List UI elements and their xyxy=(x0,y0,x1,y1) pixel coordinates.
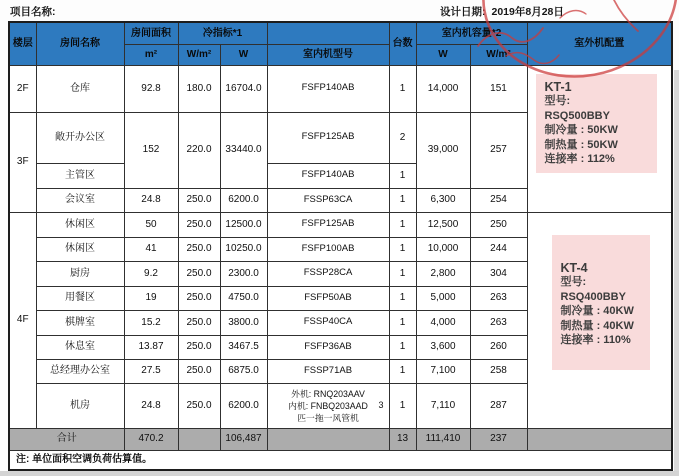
kt-heating: 制热量 : 50KW xyxy=(544,138,618,151)
cell-indoor-model: FSSP28CA xyxy=(267,261,389,286)
cell-indoor-model: FSFP125AB xyxy=(267,212,389,237)
cell-cooling-index-w: 6200.0 xyxy=(220,188,267,212)
outdoor-config-cell xyxy=(527,212,672,428)
cell-cooling-index-w: 2300.0 xyxy=(220,261,267,286)
header-area-unit: m² xyxy=(124,44,178,65)
total-outdoor xyxy=(527,428,672,450)
cell-indoor-model: FSFP125AB xyxy=(267,112,389,163)
cell-area: 152 xyxy=(124,112,178,188)
table-row xyxy=(9,65,672,112)
indoor-model-line: 外机: RNQ203AAV xyxy=(291,388,365,399)
cell-capacity-w: 5,000 xyxy=(416,286,470,310)
cell-cooling-index-wm2: 250.0 xyxy=(178,359,220,383)
cell-cooling-index-w: 16704.0 xyxy=(220,65,267,112)
cell-cooling-index-wm2: 180.0 xyxy=(178,65,220,112)
kt-model: RSQ500BBY xyxy=(544,109,610,122)
table-row xyxy=(9,212,672,237)
outdoor-config-cell xyxy=(527,65,672,212)
cell-room-name: 仓库 xyxy=(36,65,124,112)
cell-area: 13.87 xyxy=(124,335,178,359)
cell-area: 24.8 xyxy=(124,188,178,212)
cell-room-name: 用餐区 xyxy=(36,286,124,310)
outdoor-unit-kt-4 xyxy=(552,235,651,371)
cell-indoor-model: FSFP36AB xyxy=(267,335,389,359)
cell-cooling-index-w: 10250.0 xyxy=(220,237,267,261)
cell-room-name: 休闲区 xyxy=(36,212,124,237)
cell-capacity-w: 39,000 xyxy=(416,112,470,188)
kt-connection: 连接率 : 112% xyxy=(544,153,615,166)
cell-indoor-model: FSFP100AB xyxy=(267,237,389,261)
cell-cooling-index-wm2: 250.0 xyxy=(178,237,220,261)
cell-room-name: 机房 xyxy=(36,383,124,428)
cell-capacity-w: 3,600 xyxy=(416,335,470,359)
cell-unit-count: 1 xyxy=(389,383,416,428)
cell-indoor-model: FSSP40CA xyxy=(267,310,389,335)
cell-unit-count: 1 xyxy=(389,212,416,237)
cell-capacity-wm2: 263 xyxy=(470,286,527,310)
cell-unit-count: 2 xyxy=(389,112,416,163)
kt-model: RSQ400BBY xyxy=(560,290,626,303)
floor-label: 2F xyxy=(9,65,36,112)
header-outdoor-config: 室外机配置 xyxy=(527,22,672,65)
cell-capacity-w: 2,800 xyxy=(416,261,470,286)
cell-unit-count: 1 xyxy=(389,188,416,212)
header-capacity-w-per-m2: W/m² xyxy=(470,44,527,65)
kt-cooling: 制冷量 : 50KW xyxy=(544,124,618,137)
project-name-label: 项目名称: xyxy=(10,6,56,18)
cell-cooling-index-wm2: 250.0 xyxy=(178,335,220,359)
cell-cooling-index-w: 33440.0 xyxy=(220,112,267,188)
cell-cooling-index-w: 4750.0 xyxy=(220,286,267,310)
cell-indoor-model xyxy=(267,383,389,428)
cell-cooling-index-wm2: 250.0 xyxy=(178,188,220,212)
total-row xyxy=(9,428,672,450)
kt-connection: 连接率 : 110% xyxy=(560,334,631,347)
design-date-label: 设计日期: xyxy=(440,6,486,18)
header-w: W xyxy=(220,44,267,65)
total-capacity-wm2: 237 xyxy=(470,428,527,450)
total-wm2 xyxy=(178,428,220,450)
indoor-model-line: 内机: FNBQ203AAD xyxy=(288,400,368,411)
total-label: 合计 xyxy=(9,428,124,450)
cell-capacity-wm2: 263 xyxy=(470,310,527,335)
cell-unit-count: 1 xyxy=(389,261,416,286)
cell-capacity-w: 4,000 xyxy=(416,310,470,335)
cell-cooling-index-w: 6875.0 xyxy=(220,359,267,383)
header-unit-count: 台数 xyxy=(389,22,416,65)
header-spacer xyxy=(267,22,389,44)
cell-area: 41 xyxy=(124,237,178,261)
kt-model-label: 型号: xyxy=(544,95,571,108)
cell-capacity-wm2: 254 xyxy=(470,188,527,212)
outdoor-unit-kt-1 xyxy=(536,74,658,174)
kt-id: KT-4 xyxy=(560,260,588,275)
cell-room-name: 主管区 xyxy=(36,163,124,188)
cell-capacity-w: 12,500 xyxy=(416,212,470,237)
cell-cooling-index-w: 12500.0 xyxy=(220,212,267,237)
header-floor: 楼层 xyxy=(9,22,36,65)
cell-room-name: 休息室 xyxy=(36,335,124,359)
total-capacity-w: 111,410 xyxy=(416,428,470,450)
floor-label: 4F xyxy=(9,212,36,428)
cell-cooling-index-wm2: 250.0 xyxy=(178,286,220,310)
floor-label: 3F xyxy=(9,112,36,212)
scan-edge-right xyxy=(674,70,679,476)
header-cooling-index: 冷指标*1 xyxy=(178,22,267,44)
cell-capacity-wm2: 258 xyxy=(470,359,527,383)
cell-capacity-wm2: 257 xyxy=(470,112,527,188)
cell-area: 15.2 xyxy=(124,310,178,335)
total-w: 106,487 xyxy=(220,428,267,450)
cell-capacity-w: 7,100 xyxy=(416,359,470,383)
cell-unit-count: 1 xyxy=(389,237,416,261)
indoor-model-line: 匹一拖一风管机 xyxy=(297,412,359,423)
cell-capacity-w: 14,000 xyxy=(416,65,470,112)
cell-room-name: 总经理办公室 xyxy=(36,359,124,383)
cell-unit-count: 1 xyxy=(389,335,416,359)
cell-area: 92.8 xyxy=(124,65,178,112)
design-date-value: 2019年8月28日 xyxy=(491,6,564,18)
cell-cooling-index-w: 6200.0 xyxy=(220,383,267,428)
cell-indoor-model: FSSP63CA xyxy=(267,188,389,212)
note-row xyxy=(9,450,672,470)
cell-indoor-model: FSSP71AB xyxy=(267,359,389,383)
cell-cooling-index-wm2: 250.0 xyxy=(178,212,220,237)
cell-cooling-index-wm2: 250.0 xyxy=(178,261,220,286)
cell-unit-count: 1 xyxy=(389,359,416,383)
header-room-area: 房间面积 xyxy=(124,22,178,44)
cell-capacity-w: 6,300 xyxy=(416,188,470,212)
cell-area: 24.8 xyxy=(124,383,178,428)
cell-room-name: 休闲区 xyxy=(36,237,124,261)
cell-room-name: 会议室 xyxy=(36,188,124,212)
cell-unit-count: 1 xyxy=(389,286,416,310)
total-area: 470.2 xyxy=(124,428,178,450)
cell-indoor-model: FSFP140AB xyxy=(267,163,389,188)
cell-capacity-wm2: 151 xyxy=(470,65,527,112)
cell-indoor-model: FSFP140AB xyxy=(267,65,389,112)
header-w-per-m2: W/m² xyxy=(178,44,220,65)
header-room-name: 房间名称 xyxy=(36,22,124,65)
kt-model-label: 型号: xyxy=(560,276,587,289)
cell-cooling-index-wm2: 250.0 xyxy=(178,383,220,428)
design-date xyxy=(440,4,564,19)
indoor-model-count: 3 xyxy=(378,399,384,410)
cell-area: 27.5 xyxy=(124,359,178,383)
cell-capacity-wm2: 250 xyxy=(470,212,527,237)
cell-cooling-index-w: 3800.0 xyxy=(220,310,267,335)
header-indoor-model: 室内机型号 xyxy=(267,44,389,65)
cell-unit-count: 1 xyxy=(389,65,416,112)
cell-capacity-wm2: 244 xyxy=(470,237,527,261)
cell-room-name: 棋牌室 xyxy=(36,310,124,335)
cell-room-name: 敞开办公区 xyxy=(36,112,124,163)
header-capacity-w: W xyxy=(416,44,470,65)
load-calculation-table xyxy=(8,21,673,471)
cell-capacity-wm2: 304 xyxy=(470,261,527,286)
cell-capacity-w: 10,000 xyxy=(416,237,470,261)
cell-unit-count: 1 xyxy=(389,310,416,335)
header-indoor-capacity: 室内机容量*2 xyxy=(416,22,527,44)
total-model xyxy=(267,428,389,450)
cell-cooling-index-w: 3467.5 xyxy=(220,335,267,359)
kt-cooling: 制冷量 : 40KW xyxy=(560,305,634,318)
cell-cooling-index-wm2: 220.0 xyxy=(178,112,220,188)
cell-indoor-model: FSFP50AB xyxy=(267,286,389,310)
cell-unit-count: 1 xyxy=(389,163,416,188)
cell-area: 19 xyxy=(124,286,178,310)
total-units: 13 xyxy=(389,428,416,450)
cell-area: 9.2 xyxy=(124,261,178,286)
footnote: 注: 单位面积空调负荷估算值。 xyxy=(9,450,672,470)
cell-capacity-wm2: 260 xyxy=(470,335,527,359)
kt-heating: 制热量 : 40KW xyxy=(560,319,634,332)
kt-id: KT-1 xyxy=(544,79,572,94)
scan-edge-bottom xyxy=(0,471,679,476)
cell-cooling-index-wm2: 250.0 xyxy=(178,310,220,335)
cell-room-name: 厨房 xyxy=(36,261,124,286)
table-body xyxy=(9,65,672,428)
cell-area: 50 xyxy=(124,212,178,237)
cell-capacity-wm2: 287 xyxy=(470,383,527,428)
cell-capacity-w: 7,110 xyxy=(416,383,470,428)
